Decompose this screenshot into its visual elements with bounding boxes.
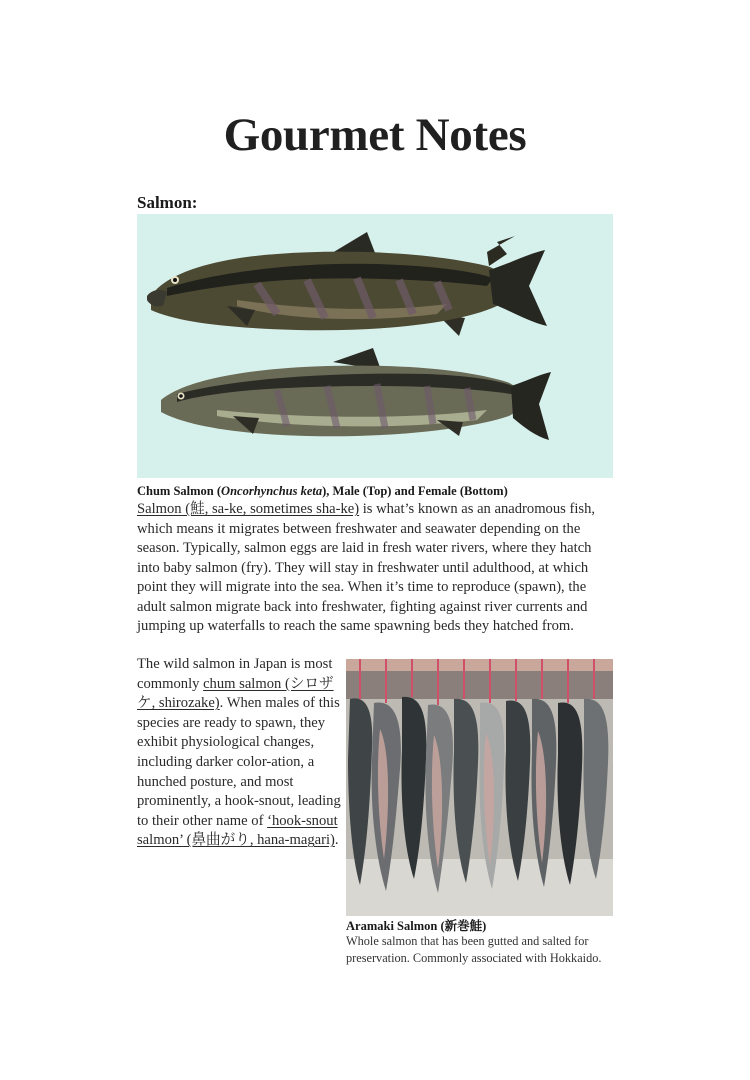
- paragraph-text-a: The wild salmon in Japan is most commonly: [137, 656, 333, 692]
- female-salmon-illustration: [161, 348, 551, 440]
- section-heading: Salmon:: [137, 193, 198, 212]
- aramaki-salmon-image: [346, 659, 613, 916]
- chum-salmon-link[interactable]: chum salmon (シロザケ, shirozake): [137, 675, 334, 712]
- salmon-term-link[interactable]: Salmon (鮭, sa-ke, sometimes sha-ke): [137, 501, 360, 517]
- male-salmon-illustration: [147, 232, 547, 336]
- figure-caption-aramaki-text: Whole salmon that has been gutted and salted for preservation. Commonly associated with Hokkaido.: [346, 934, 602, 965]
- page-title: Gourmet Notes: [223, 109, 527, 161]
- figure-caption-aramaki-title: Aramaki Salmon (新巻鮭): [346, 919, 487, 933]
- paragraph-text: is what’s known as an anadromous fish, which means it migrates between freshwater and seawater depending on the season. Typically, salmon eggs are laid in fresh water rivers, where they hatch into baby salmon (fry). They will stay in freshwater until adulthood, at which point they will migrate into the sea. When it’s time to reproduce (spawn), the adult salmon migrate back into freshwater, fighting against river currents and jumping up waterfalls to reach the same spawning beds they hatched from.: [137, 501, 596, 634]
- paragraph-text-b: . When males of this species are ready to spawn, they exhibit physiological changes, including darker color-ation, a hunched posture, and most prominently, a hook-snout, leading to their other name of: [137, 695, 341, 829]
- salmon-description-paragraph: [137, 500, 617, 637]
- hook-snout-salmon-link[interactable]: ‘hook-snout salmon’ (鼻曲がり, hana-magari): [137, 812, 338, 849]
- chum-salmon-image: [137, 214, 613, 478]
- paragraph-text-c: .: [334, 832, 339, 849]
- caption-latin-name: Oncorhynchus keta: [221, 484, 323, 498]
- figure-caption-chum-salmon: [137, 484, 508, 499]
- caption-suffix: ), Male (Top) and Female (Bottom): [322, 484, 508, 498]
- chum-salmon-paragraph: [137, 655, 347, 851]
- caption-prefix: Chum Salmon (: [137, 484, 222, 498]
